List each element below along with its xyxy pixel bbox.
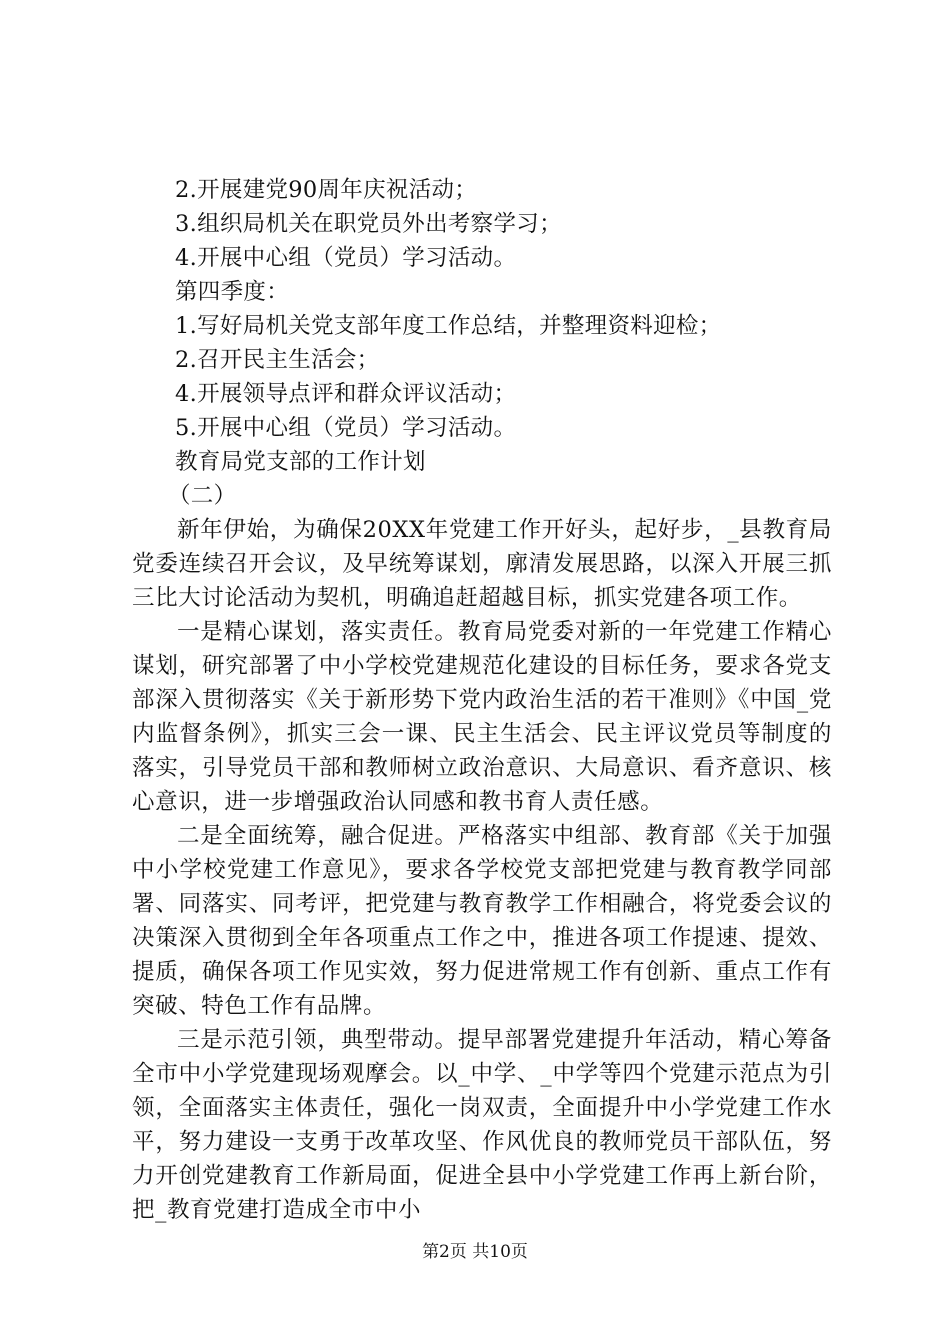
body-text (132, 513, 832, 1227)
list-item: 2.开展建党90周年庆祝活动； (175, 177, 478, 203)
page-footer: 第2页 共10页 (422, 1242, 528, 1262)
paragraph: 三是示范引领，典型带动。提早部署党建提升年活动，精心筹备全市中小学党建现场观摩会。以_中学、_中学等四个党建示范点为引领，全面落实主体责任，强化一岗双责，全面提升中小学党建工作水平，努力建设一支勇于改革攻坚、作风优良的教师党员干部队伍，努力开创党建教育工作新局面，促进全县中小学党建工作再上新台阶，把_教育党建打造成全市中小 (132, 1027, 832, 1223)
paragraph: 二是全面统筹，融合促进。严格落实中组部、教育部《关于加强中小学校党建工作意见》，要求各学校党支部把党建与教育教学同部署、同落实、同考评，把党建与教育教学工作相融合，将党委会议的决策深入贯彻到全年各项重点工作之中，推进各项工作提速、提效、提质，确保各项工作见实效，努力促进常规工作有创新、重点工作有突破、特色工作有品牌。 (132, 823, 832, 1019)
list-item: 1.写好局机关党支部年度工作总结，并整理资料迎检； (175, 313, 722, 339)
document-subtitle: （二） (168, 483, 237, 509)
paragraph: 一是精心谋划，落实责任。教育局党委对新的一年党建工作精心谋划，研究部署了中小学校党建规范化建设的目标任务，要求各党支部深入贯彻落实《关于新形势下党内政治生活的若干准则》《中国_党内监督条例》，抓实三会一课、民主生活会、民主评议党员等制度的落实，引导党员干部和教师树立政治意识、大局意识、看齐意识、核心意识，进一步增强政治认同感和教书育人责任感。 (132, 619, 832, 815)
paragraph: 新年伊始，为确保20XX年党建工作开好头，起好步，_县教育局党委连续召开会议，及早统筹谋划，廓清发展思路，以深入开展三抓三比大讨论活动为契机，明确追赶超越目标，抓实党建各项工作。 (132, 517, 832, 611)
document-title: 教育局党支部的工作计划 (175, 449, 426, 475)
list-item: 4.开展中心组（党员）学习活动。 (175, 245, 517, 271)
list-item: 3.组织局机关在职党员外出考察学习； (175, 211, 562, 237)
section-heading: 第四季度： (175, 279, 290, 305)
list-item: 5.开展中心组（党员）学习活动。 (175, 415, 517, 441)
list-item: 2.召开民主生活会； (175, 347, 380, 373)
list-item: 4.开展领导点评和群众评议活动； (175, 381, 517, 407)
